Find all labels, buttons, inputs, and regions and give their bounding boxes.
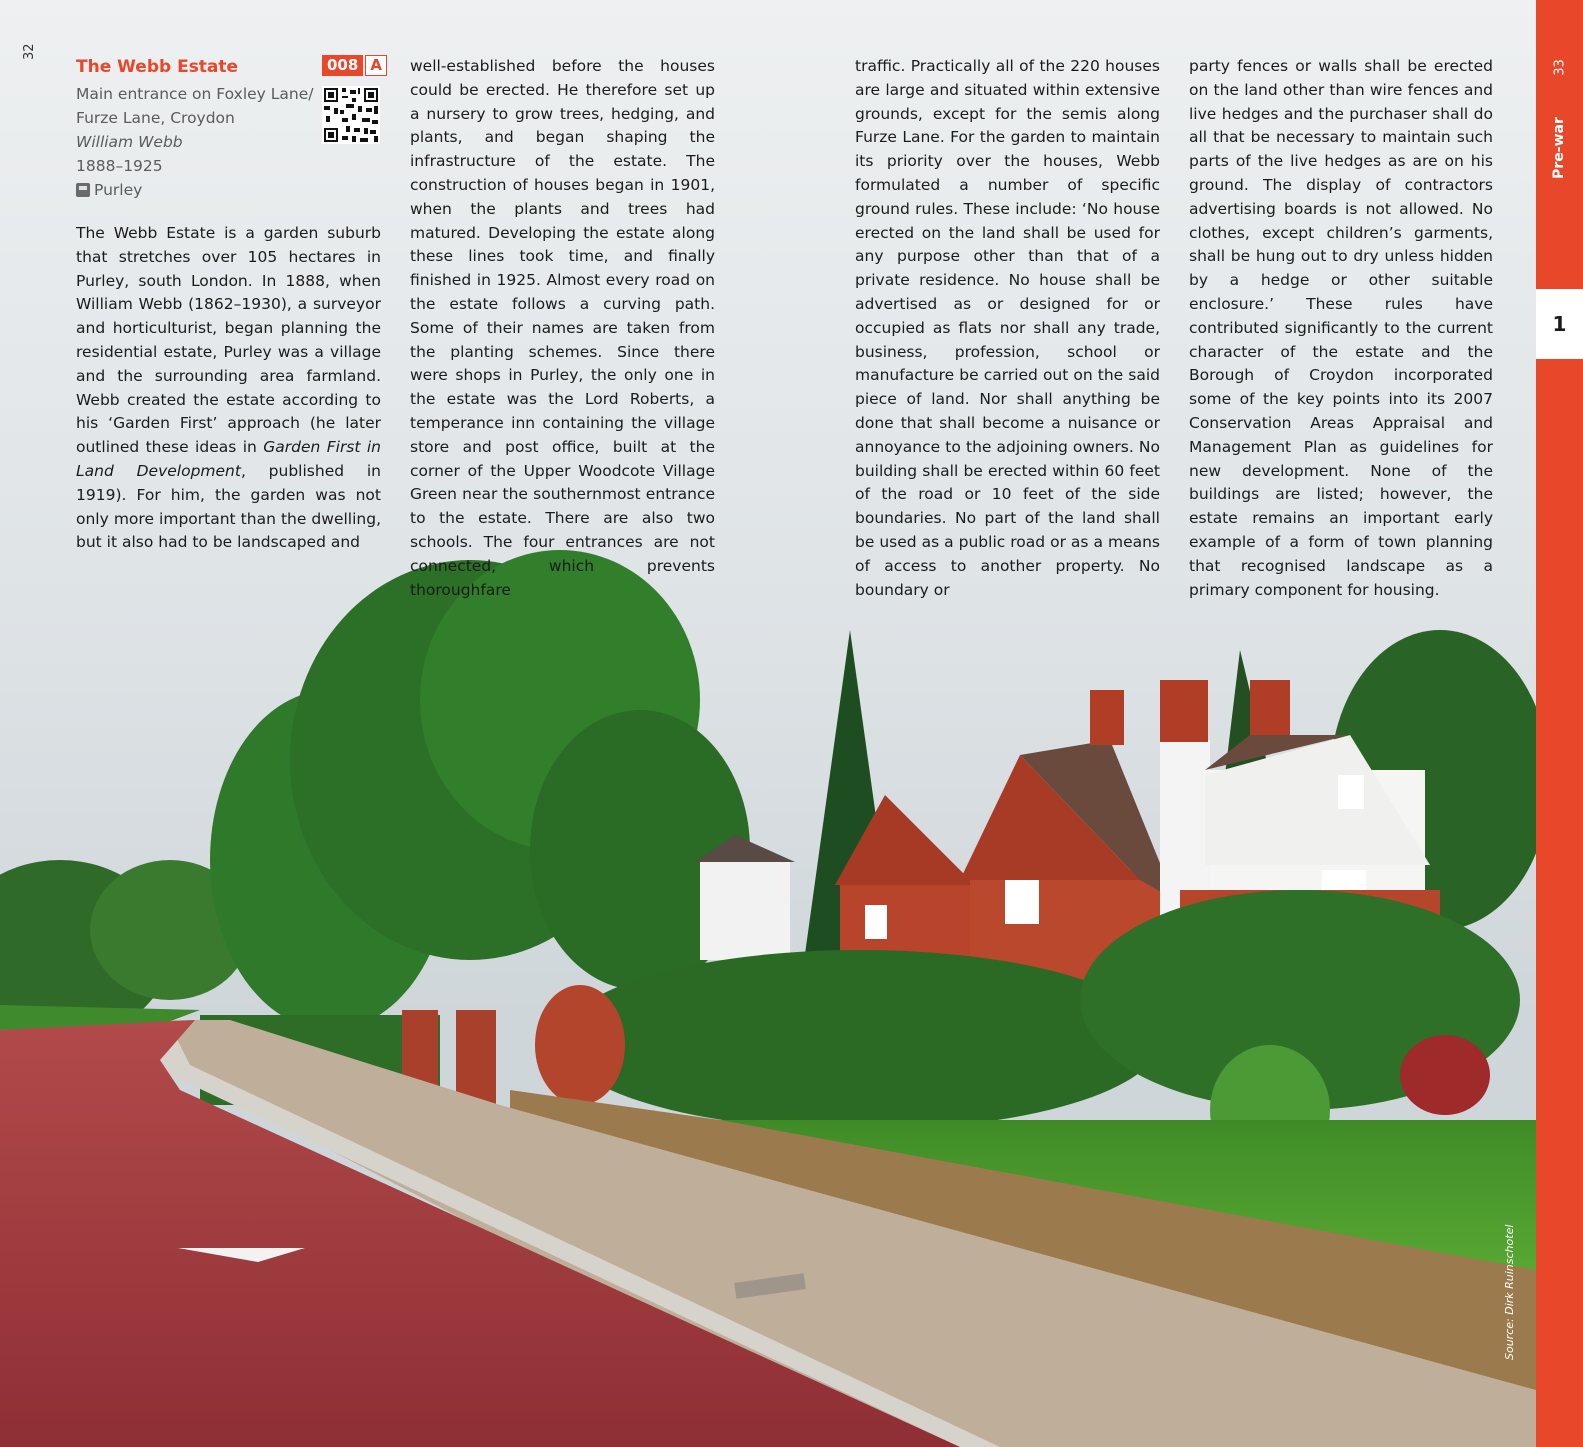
entry-code-badge	[322, 55, 387, 76]
section-label: Pre-war	[1551, 117, 1567, 179]
entry-station-name: Purley	[94, 181, 143, 199]
photo-credit: Source: Dirk Ruinschotel	[1503, 1224, 1516, 1360]
entry-title: The Webb Estate	[76, 57, 239, 77]
entry-code-number: 008	[322, 55, 363, 76]
chapter-number: 1	[1552, 312, 1567, 336]
entry-years: 1888–1925	[76, 157, 163, 175]
text-column-4-paragraph: party fences or walls shall be erected on the land other than wire fences and live hedges and the purchaser shall do all that be necessary to maintain such parts of the live hedges as are on his ground. The display of contractors advertising boards is not allowed. No clothes, except children’s garments, shall be hung out to dry unless hidden by a hedge or other suitable enclosure.’ These rules have contributed significantly to the current character of the estate and the Borough of Croydon incorporated some of the key points into its 2007 Conservation Areas Appraisal and Management Plan as guidelines for new development. None of the buildings are listed; however, the estate remains an important early example of a form of town planning that recognised landscape as a primary component for housing.	[1189, 57, 1493, 599]
text-column-3	[855, 55, 1160, 602]
chapter-marker	[1536, 289, 1583, 359]
text-column-1-part-a: The Webb Estate is a garden suburb that stretches over 105 hectares in Purley, south London. In 1888, when William Webb (1862–1930), a surveyor and horticulturist, began planning the residential estate, Purley was a village and the surrounding area farmland. Webb created the estate according to his ‘Garden First’ approach (he later outlined these ideas in	[76, 224, 381, 457]
entry-code-letter: A	[365, 55, 387, 76]
text-column-2-paragraph: well-established before the houses could be erected. He therefore set up a nursery to grow trees, hedging, and plants, and began shaping the infrastructure of the estate. The construction of houses began in 1901, when the plants and trees had matured. Developing the estate along these lines took time, and finally finished in 1925. Almost every road on the estate follows a curving path. Some of their names are taken from the planting schemes. Since there were shops in Purley, the only one in the estate was the Lord Roberts, a temperance inn containing the village store and post office, built at the corner of the Upper Woodcote Village Green near the southernmost entrance to the estate. There are also two schools. The four entrances are not connected, which prevents thoroughfare	[410, 57, 715, 599]
text-column-2	[410, 55, 715, 602]
page-number-left-text: 32	[22, 43, 37, 60]
text-column-1-paragraph	[76, 222, 381, 555]
entry-architect: William Webb	[76, 133, 183, 151]
text-column-3-paragraph: traffic. Practically all of the 220 houses are large and situated within extensive grounds, except for the semis along Furze Lane. For the garden to maintain its priority over the houses, Webb formulated a number of specific ground rules. These include: ‘No house erected on the land shall be used for any purpose other than that of a private residence. No house shall be advertised as or designed for or occupied as flats nor shall any trade, business, profession, school or manufacture be carried out on the said piece of land. Nor shall anything be done that shall become a nuisance or annoyance to the adjoining owners. No building shall be erected within 60 feet of the road or 10 feet of the side boundaries. No part of the land shall be used as a public road or as a means of access to another property. No boundary or	[855, 57, 1160, 599]
text-column-4	[1189, 55, 1493, 602]
entry-address-line2: Furze Lane, Croydon	[76, 109, 235, 127]
qr-code-icon[interactable]	[322, 86, 380, 144]
page-number-right: 33	[1552, 59, 1568, 76]
entry-station	[76, 178, 386, 202]
text-column-1	[76, 222, 381, 555]
train-station-icon	[76, 183, 90, 197]
entry-address-line1: Main entrance on Foxley Lane/	[76, 85, 314, 103]
section-side-tab	[1536, 0, 1583, 1447]
page-number-left	[22, 43, 37, 60]
text-column-1-part-b: , published in 1919). For him, the garden was not only more important than the dwelling, but it also had to be landscaped and	[76, 461, 381, 552]
book-title: Garden First in Land Development	[76, 438, 381, 480]
